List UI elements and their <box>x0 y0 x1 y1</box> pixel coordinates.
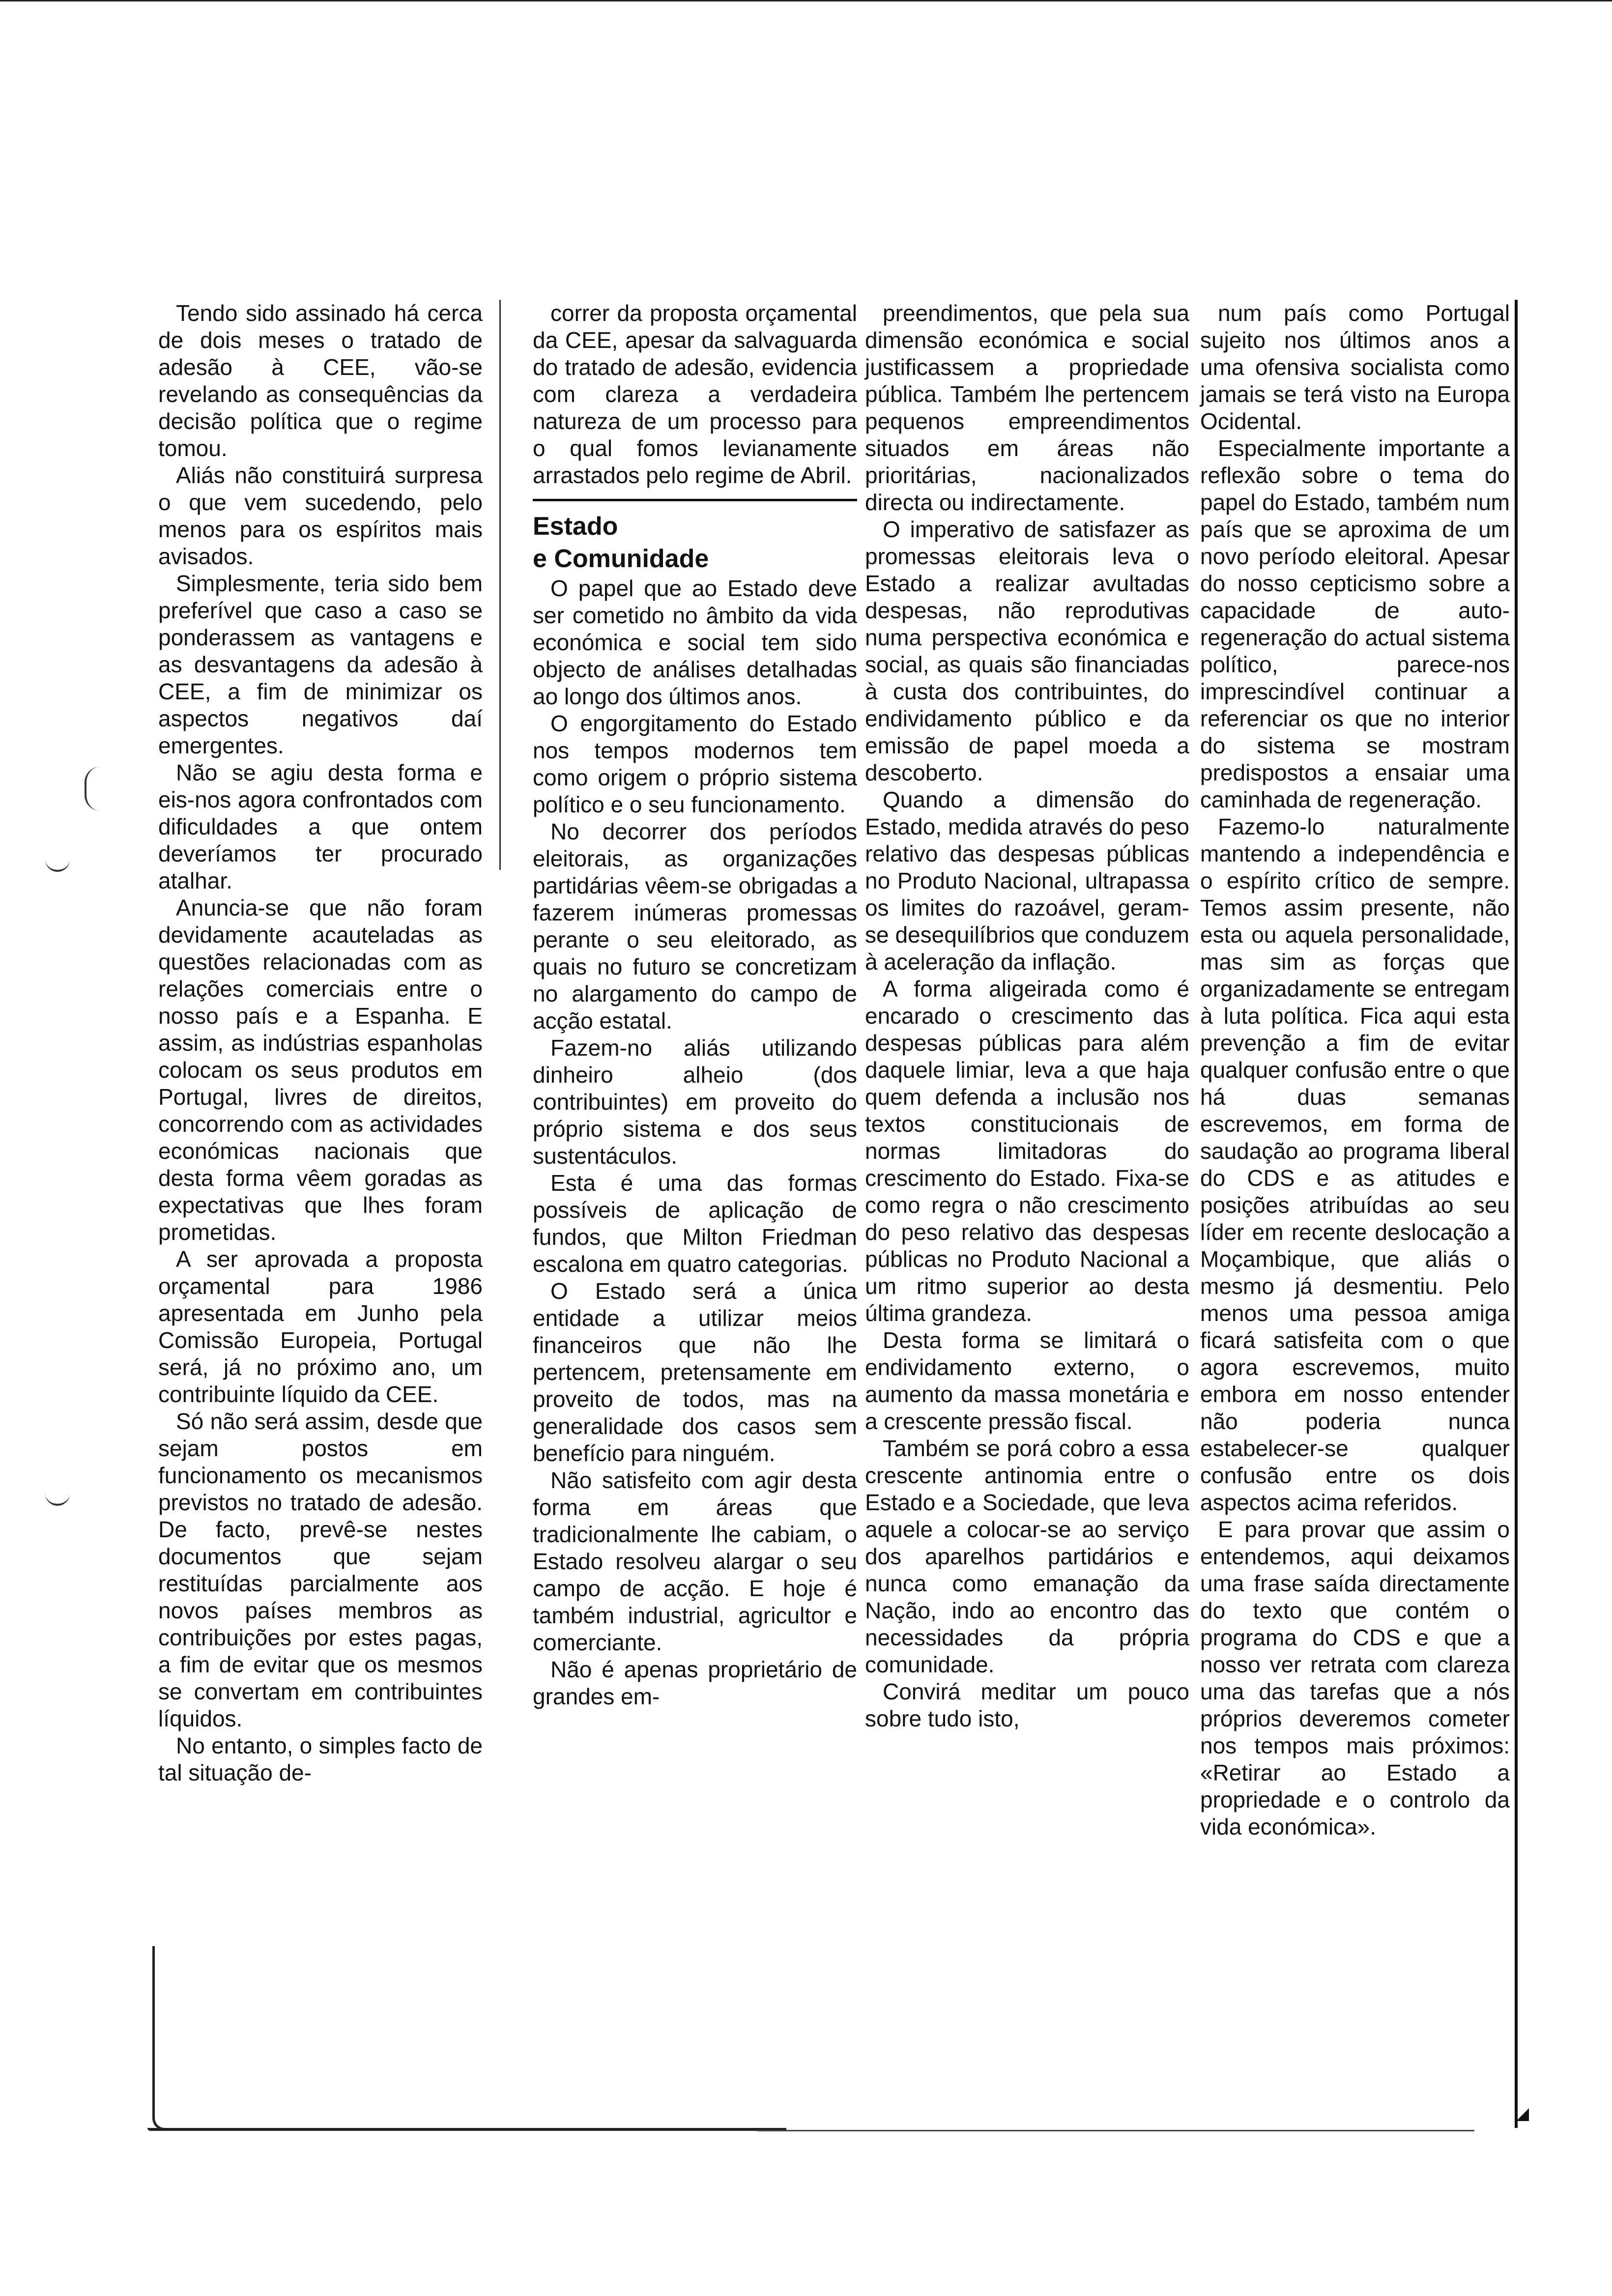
paragraph: Simplesmente, teria sido bem preferível que caso a caso se ponderassem as vantagens e as desvantagens da adesão à CEE, a fim de minimizar os aspectos negativos daí emergentes. <box>158 571 483 758</box>
paragraph: Quando a dimensão do Estado, medida através do peso relativo das despesas públicas no Produto Nacional, ultrapassa os limites do razoável, geram-se desequilíbrios que conduzem à aceleração da inflação. <box>865 787 1189 975</box>
paragraph: Convirá meditar um pouco sobre tudo isto, <box>865 1679 1189 1731</box>
paragraph: No entanto, o simples facto de tal situação de- <box>158 1733 483 1785</box>
margin-bracket-mark <box>85 767 100 811</box>
paragraph: Só não será assim, desde que sejam postos em funcionamento os mecanismos previstos no tratado de adesão. De facto, prevê-se nestes documentos que sejam restituídas parcialmente aos novos países membros as contribuições por estes pagas, a fim de evitar que os mesmos se convertam em contribuintes líquidos. <box>158 1408 483 1731</box>
article-bottom-border <box>147 2128 786 2131</box>
paragraph: Tendo sido assinado há cerca de dois meses o tratado de adesão à CEE, vão-se revelando as consequências da decisão política que o regime tomou. <box>158 300 483 461</box>
paragraph: Não satisfeito com agir desta forma em áreas que tradicionalmente lhe cabiam, o Estado resolveu alargar o seu campo de acção. E hoje é também industrial, agricultor e comerciante. <box>533 1467 857 1655</box>
paragraph: Especialmente importante a reflexão sobre o tema do papel do Estado, também num país que se aproxima de um novo período eleitoral. Apesar do nosso cepticismo sobre a capacidade de auto-regeneração do actual sistema político, parece-nos imprescindível continuar a referenciar os que no interior do sistema se mostram predispostos a ensaiar uma caminhada de regeneração. <box>1200 435 1510 812</box>
paragraph: O Estado será a única entidade a utilizar meios financeiros que não lhe pertencem, pretensamente em proveito de todos, mas na generalidade dos casos sem benefício para ninguém. <box>533 1278 857 1466</box>
paragraph: E para provar que assim o entendemos, aqui deixamos uma frase saída directamente do texto que contém o programa do CDS e que a nosso ver retrata com clareza uma das tarefas que a nós próprios deveremos cometer nos tempos mais próximos: «Retirar ao Estado a propriedade e o controlo da vida económica». <box>1200 1517 1510 1839</box>
paragraph: O imperativo de satisfazer as promessas eleitorais leva o Estado a realizar avultadas despesas, não reprodutivas numa perspectiva económica e social, as quais são financiadas à custa dos contribuintes, do endividamento público e da emissão de papel moeda a descoberto. <box>865 517 1189 785</box>
section-heading-line-2: e Comunidade <box>533 545 709 573</box>
paragraph: A ser aprovada a proposta orçamental para 1986 apresentada em Junho pela Comissão Europeia, Portugal será, já no próximo ano, um contribuinte líquido da CEE. <box>158 1246 483 1407</box>
paragraph: A forma aligeirada como é encarado o crescimento das despesas públicas para além daquele limiar, leva a que haja quem defenda a inclusão nos textos constitucionais de normas limitadoras do crescimento do Estado. Fixa-se como regra o não crescimento do peso relativo das despesas públicas no Produto Nacional a um ritmo superior ao desta última grandeza. <box>865 976 1189 1326</box>
article-corner-border <box>152 1946 165 2130</box>
column-3 <box>865 300 1189 1732</box>
paragraph: O papel que ao Estado deve ser cometido no âmbito da vida económica e social tem sido objecto de análises detalhadas ao longo dos últimos anos. <box>533 575 857 709</box>
paragraph: preendimentos, que pela sua dimensão económica e social justificassem a propriedade pública. Também lhe pertencem pequenos empreendimentos situados em áreas não prioritárias, nacionalizados directa ou indirectamente. <box>865 300 1189 515</box>
paragraph: No decorrer dos períodos eleitorais, as organizações partidárias vêem-se obrigadas a fazerem inúmeras promessas perante o seu eleitorado, as quais no futuro se concretizam no alargamento do campo de acção estatal. <box>533 819 857 1033</box>
paragraph: Não é apenas proprietário de grandes em- <box>533 1657 857 1709</box>
column-1 <box>158 300 483 1786</box>
column-4 <box>1200 300 1510 1840</box>
paragraph: Aliás não constituirá surpresa o que vem sucedendo, pelo menos para os espíritos mais avisados. <box>158 462 483 569</box>
end-mark <box>1516 2108 1529 2121</box>
paragraph: Esta é uma das formas possíveis de aplicação de fundos, que Milton Friedman escalona em quatro categorias. <box>533 1170 857 1277</box>
column-2 <box>533 300 857 1710</box>
article <box>158 300 1510 2128</box>
section-heading-line-1: Estado <box>533 512 618 541</box>
paragraph: Não se agiu desta forma e eis-nos agora confrontados com dificuldades a que ontem deveríamos ter procurado atalhar. <box>158 760 483 893</box>
paragraph: Anuncia-se que não foram devidamente acauteladas as questões relacionadas com as relações comerciais entre o nosso país e a Espanha. E assim, as indústrias espanholas colocam os seus produtos em Portugal, livres de direitos, concorrendo com as actividades económicas nacionais que desta forma vêem goradas as expectativas que lhes foram prometidas. <box>158 895 483 1245</box>
paragraph: correr da proposta orçamental da CEE, apesar da salvaguarda do tratado de adesão, evidencia com clareza a verdadeira natureza de um processo para o qual fomos levianamente arrastados pelo regime de Abril. <box>533 300 857 488</box>
punch-hole-mark <box>45 850 70 872</box>
punch-hole-mark <box>45 1484 70 1506</box>
paragraph: num país como Portugal sujeito nos últimos anos a uma ofensiva socialista como jamais se terá visto na Europa Ocidental. <box>1200 300 1510 434</box>
paragraph: Fazemo-lo naturalmente mantendo a independência e o espírito crítico de sempre. Temos assim presente, não esta ou aquela personalidade, mas sim as forças que organizadamente se entregam à luta política. Fica aqui esta prevenção a fim de evitar qualquer confusão entre o que há duas semanas escrevemos, em forma de saudação ao programa liberal do CDS e as atitudes e posições atribuídas ao seu líder em recente deslocação a Moçambique, que aliás o mesmo já desmentiu. Pelo menos uma pessoa amiga ficará satisfeita com o que agora escrevemos, muito embora em nosso entender não poderia nunca estabelecer-se qualquer confusão entre os dois aspectos acima referidos. <box>1200 814 1510 1515</box>
page-top-rule <box>0 0 1612 1</box>
column-separator <box>499 300 501 870</box>
section-divider <box>533 499 857 501</box>
paragraph: Fazem-no aliás utilizando dinheiro alheio (dos contribuintes) em proveito do próprio sistema e dos seus sustentáculos. <box>533 1035 857 1169</box>
paragraph: Desta forma se limitará o endividamento externo, o aumento da massa monetária e a crescente pressão fiscal. <box>865 1327 1189 1434</box>
paragraph: O engorgitamento do Estado nos tempos modernos tem como origem o próprio sistema político e o seu funcionamento. <box>533 711 857 817</box>
article-right-border <box>1515 300 1518 2128</box>
article-bottom-rule <box>757 2130 1474 2131</box>
paragraph: Também se porá cobro a essa crescente antinomia entre o Estado e a Sociedade, que leva aquele a colocar-se ao serviço dos aparelhos partidários e nunca como emanação da Nação, indo ao encontro das necessidades da própria comunidade. <box>865 1435 1189 1677</box>
